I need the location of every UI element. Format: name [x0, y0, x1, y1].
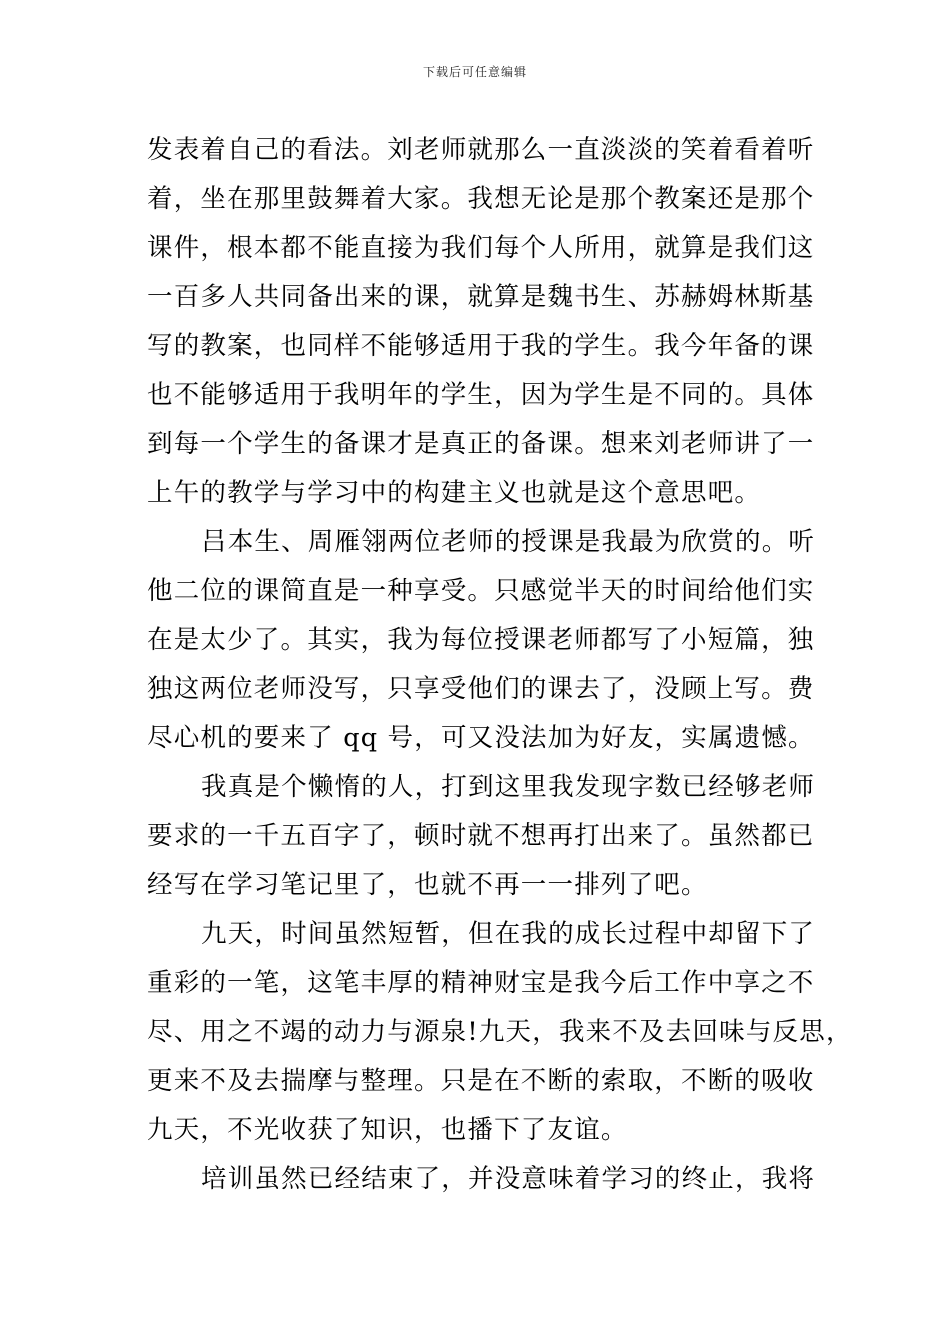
text-line: 写的教案，也同样不能够适用于我的学生。我今年备的课	[147, 331, 815, 361]
text-line: 尽、用之不竭的动力与源泉!九天，我来不及去回味与反思，	[147, 1017, 853, 1047]
text-line: 九天，不光收获了知识，也播下了友谊。	[147, 1115, 628, 1145]
text-line: 在是太少了。其实，我为每位授课老师都写了小短篇，独	[147, 625, 815, 655]
text-line: 经写在学习笔记里了，也就不再一一排列了吧。	[147, 870, 708, 900]
page-header: 下载后可任意编辑	[422, 65, 527, 79]
text-line: 培训虽然已经结束了，并没意味着学习的终止，我将	[201, 1164, 816, 1194]
text-line: 他二位的课简直是一种享受。只感觉半天的时间给他们实	[147, 576, 815, 606]
text-line: 九天，时间虽然短暂，但在我的成长过程中却留下了	[201, 919, 816, 949]
text-line: 独这两位老师没写，只享受他们的课去了，没顾上写。费	[147, 674, 815, 704]
text-line: 也不能够适用于我明年的学生，因为学生是不同的。具体	[147, 380, 815, 410]
text-line: 我真是个懒惰的人，打到这里我发现字数已经够老师	[201, 772, 816, 802]
text-line: 重彩的一笔，这笔丰厚的精神财宝是我今后工作中享之不	[147, 968, 815, 998]
text-line: 着，坐在那里鼓舞着大家。我想无论是那个教案还是那个	[147, 184, 815, 214]
text-line: 到每一个学生的备课才是真正的备课。想来刘老师讲了一	[147, 429, 815, 459]
text-line: 更来不及去揣摩与整理。只是在不断的索取，不断的吸收	[147, 1066, 815, 1096]
body-text	[147, 126, 853, 1204]
text-line: 课件，根本都不能直接为我们每个人所用，就算是我们这	[147, 233, 815, 263]
text-line: 尽心机的要来了 qq 号，可又没法加为好友，实属遗憾。	[147, 723, 815, 753]
text-line: 吕本生、周雁翎两位老师的授课是我最为欣赏的。听	[201, 527, 816, 557]
text-line: 一百多人共同备出来的课，就算是魏书生、苏赫姆林斯基	[147, 282, 815, 312]
text-line: 上午的教学与学习中的构建主义也就是这个意思吧。	[147, 478, 762, 508]
text-line: 发表着自己的看法。刘老师就那么一直淡淡的笑着看着听	[147, 135, 815, 165]
text-line: 要求的一千五百字了，顿时就不想再打出来了。虽然都已	[147, 821, 815, 851]
